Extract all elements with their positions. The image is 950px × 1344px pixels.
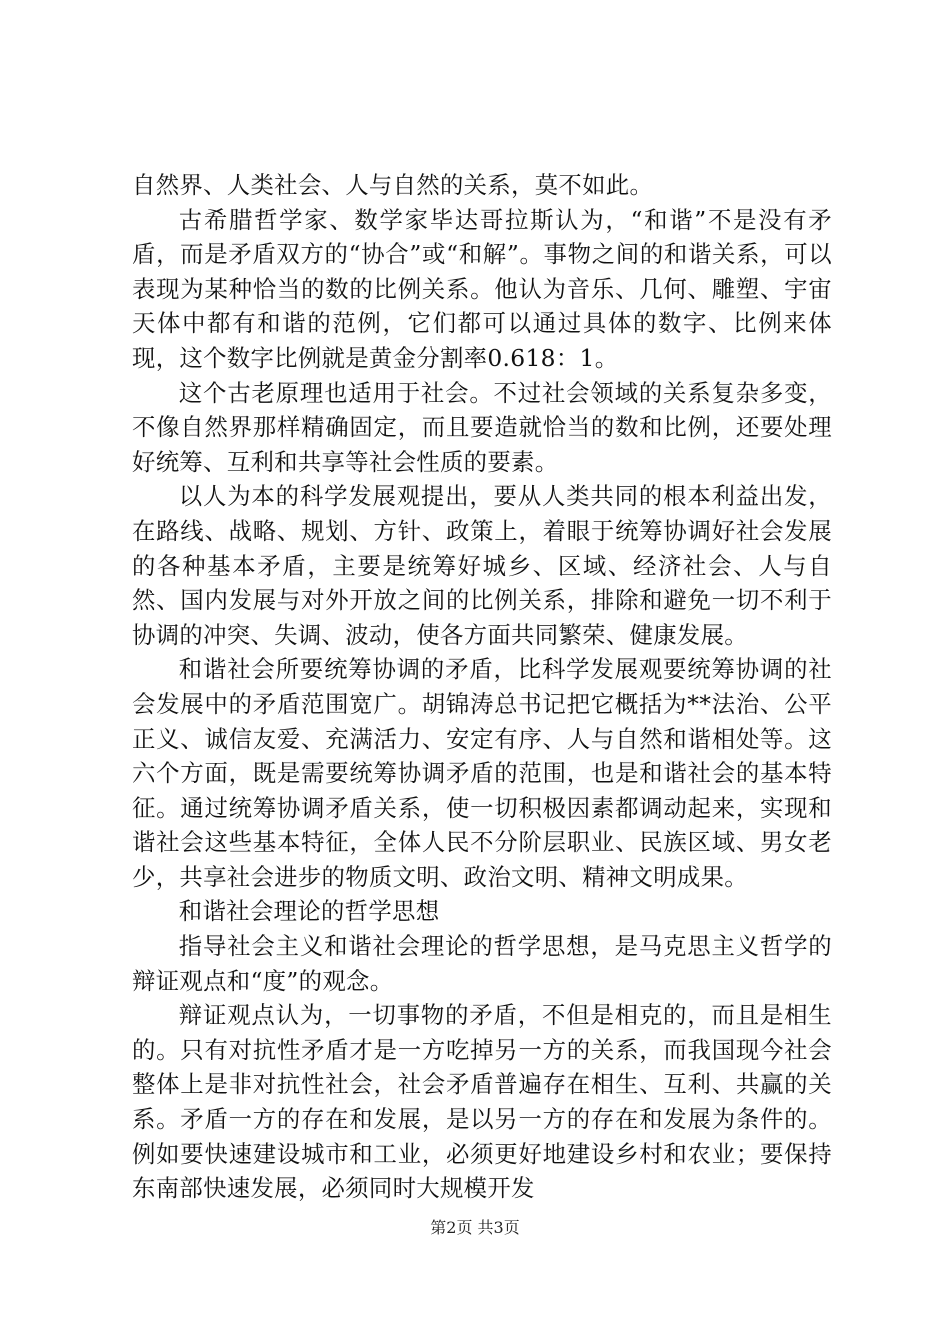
section-heading: 和谐社会理论的哲学思想 bbox=[178, 897, 440, 926]
paragraph: 和谐社会所要统筹协调的矛盾，比科学发展观要统筹协调的社会发展中的矛盾范围宽广。胡锦涛总书记把它概括为**法治、公平正义、诚信友爱、充满活力、安定有序、人与自然和谐相处等。这六个方面，既是需要统筹协调矛盾的范围，也是和谐社会的基本特征。通过统筹协调矛盾关系，使一切积极因素都调动起来，实现和谐社会这些基本特征，全体人民不分阶层职业、民族区域、男女老少，共享社会进步的物质文明、政治文明、精神文明成果。 bbox=[132, 655, 832, 891]
paragraph: 古希腊哲学家、数学家毕达哥拉斯认为，“和谐”不是没有矛盾，而是矛盾双方的“协合”或“和解”。事物之间的和谐关系，可以表现为某种恰当的数的比例关系。他认为音乐、几何、雕塑、宇宙天体中都有和谐的范例，它们都可以通过具体的数字、比例来体现，这个数字比例就是黄金分割率0.618：1。 bbox=[132, 205, 832, 372]
paragraph: 指导社会主义和谐社会理论的哲学思想，是马克思主义哲学的辩证观点和“度”的观念。 bbox=[132, 932, 832, 995]
paragraph: 自然界、人类社会、人与自然的关系，莫不如此。 bbox=[132, 171, 654, 199]
paragraph: 以人为本的科学发展观提出，要从人类共同的根本利益出发，在路线、战略、规划、方针、政策上，着眼于统筹协调好社会发展的各种基本矛盾，主要是统筹好城乡、区域、经济社会、人与自然、国内发展与对外开放之间的比例关系，排除和避免一切不利于协调的冲突、失调、波动，使各方面共同繁荣、健康发展。 bbox=[132, 482, 832, 649]
paragraph: 辩证观点认为，一切事物的矛盾，不但是相克的，而且是相生的。只有对抗性矛盾才是一方吃掉另一方的关系，而我国现今社会整体上是非对抗性社会，社会矛盾普遍存在相生、互利、共赢的关系。矛盾一方的存在和发展，是以另一方的存在和发展为条件的。例如要快速建设城市和工业，必须更好地建设乡村和农业；要保持东南部快速发展，必须同时大规模开发 bbox=[132, 1001, 832, 1203]
paragraph: 这个古老原理也适用于社会。不过社会领域的关系复杂多变，不像自然界那样精确固定，而且要造就恰当的数和比例，还要处理好统筹、互利和共享等社会性质的要素。 bbox=[132, 378, 832, 476]
document-body bbox=[132, 168, 832, 1206]
page-number-footer: 第2页 共3页 bbox=[430, 1218, 520, 1237]
